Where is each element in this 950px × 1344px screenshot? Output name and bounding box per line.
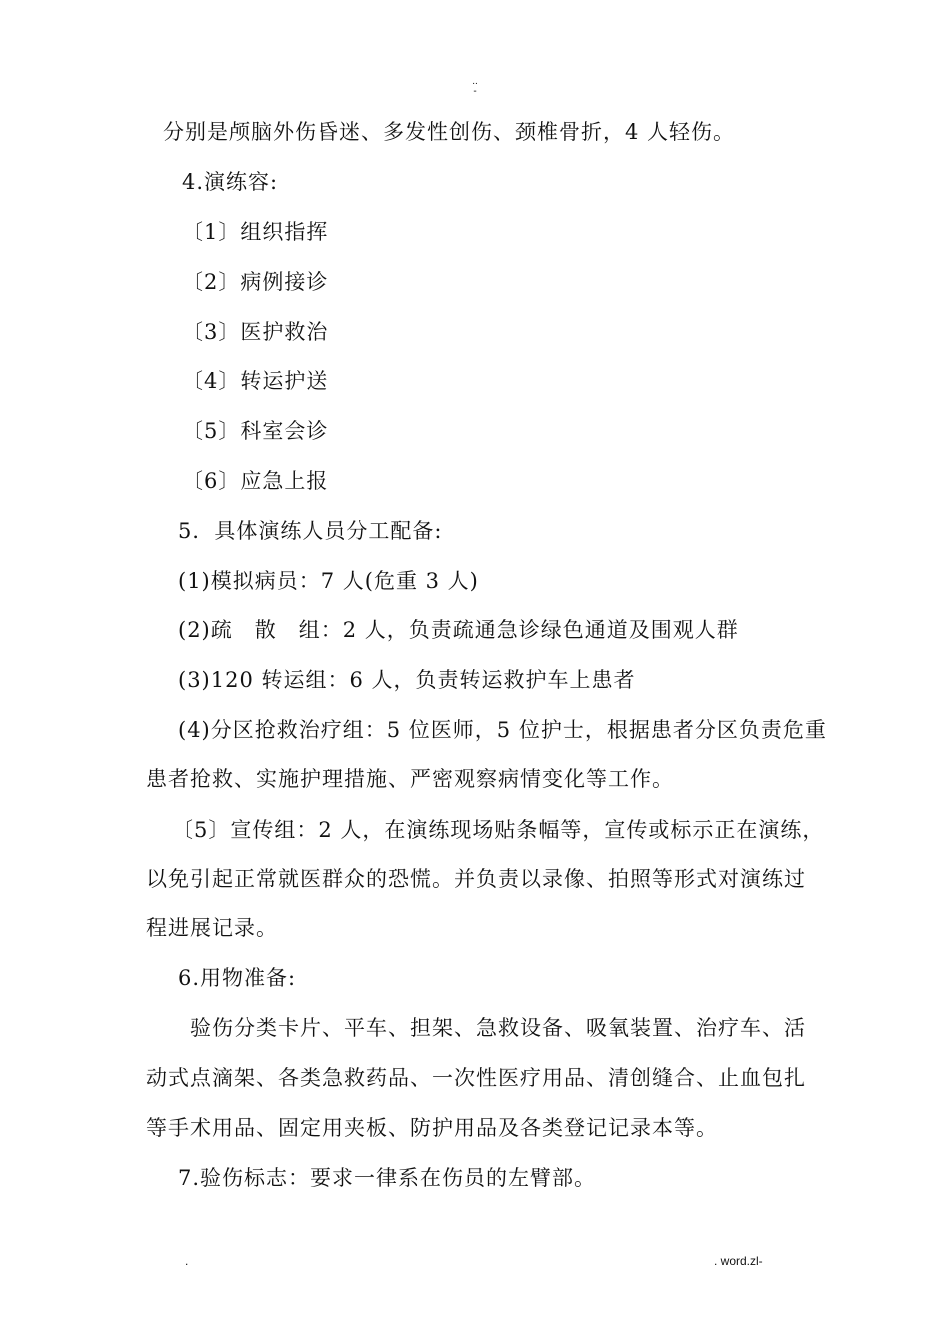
list-item: 〔5〕科室会诊: [182, 419, 329, 443]
list-item: 〔4〕转运护送: [182, 369, 329, 393]
header-mark-bottom: -: [473, 86, 477, 97]
body-line-1: 分别是颅脑外伤昏迷、多发性创伤、颈椎骨折，4 人轻伤。: [163, 120, 736, 144]
list-item: 〔2〕病例接诊: [182, 270, 329, 294]
list-item: 〔1〕组织指挥: [182, 220, 329, 244]
body-line: (3)120 转运组：6 人，负责转运救护车上患者: [178, 668, 636, 692]
list-item: 〔3〕医护救治: [182, 320, 329, 344]
section-heading-7: 7.验伤标志：要求一律系在伤员的左臂部。: [178, 1166, 597, 1190]
section-heading-6: 6.用物准备:: [178, 966, 297, 990]
list-item: 〔6〕应急上报: [182, 469, 329, 493]
section-heading-5: 5．具体演练人员分工配备:: [178, 519, 443, 543]
body-line: 动式点滴架、各类急救药品、一次性医疗用品、清创缝合、止血包扎: [146, 1066, 806, 1090]
footer-right-text: . word.zl-: [714, 1254, 763, 1268]
footer-left-mark: .: [185, 1254, 189, 1268]
body-line: 患者抢救、实施护理措施、严密观察病情变化等工作。: [146, 767, 674, 791]
body-line: 验伤分类卡片、平车、担架、急救设备、吸氧装置、治疗车、活: [190, 1016, 806, 1040]
body-line: (4)分区抢救治疗组：5 位医师，5 位护士，根据患者分区负责危重: [178, 718, 827, 742]
section-heading-4: 4.演练容:: [182, 170, 279, 194]
body-line: 以免引起正常就医群众的恐慌。并负责以录像、拍照等形式对演练过: [146, 867, 806, 891]
body-line: (1)模拟病员：7 人(危重 3 人): [178, 569, 479, 593]
body-line: (2)疏 散 组：2 人，负责疏通急诊绿色通道及围观人群: [178, 618, 739, 642]
page-header: [0, 76, 950, 96]
body-line: 〔5〕宣传组：2 人，在演练现场贴条幅等，宣传或标示正在演练，: [172, 818, 825, 842]
body-line: 等手术用品、固定用夹板、防护用品及各类登记记录本等。: [146, 1116, 718, 1140]
body-line: 程进展记录。: [146, 916, 278, 940]
header-mark-top: ..: [472, 76, 478, 87]
